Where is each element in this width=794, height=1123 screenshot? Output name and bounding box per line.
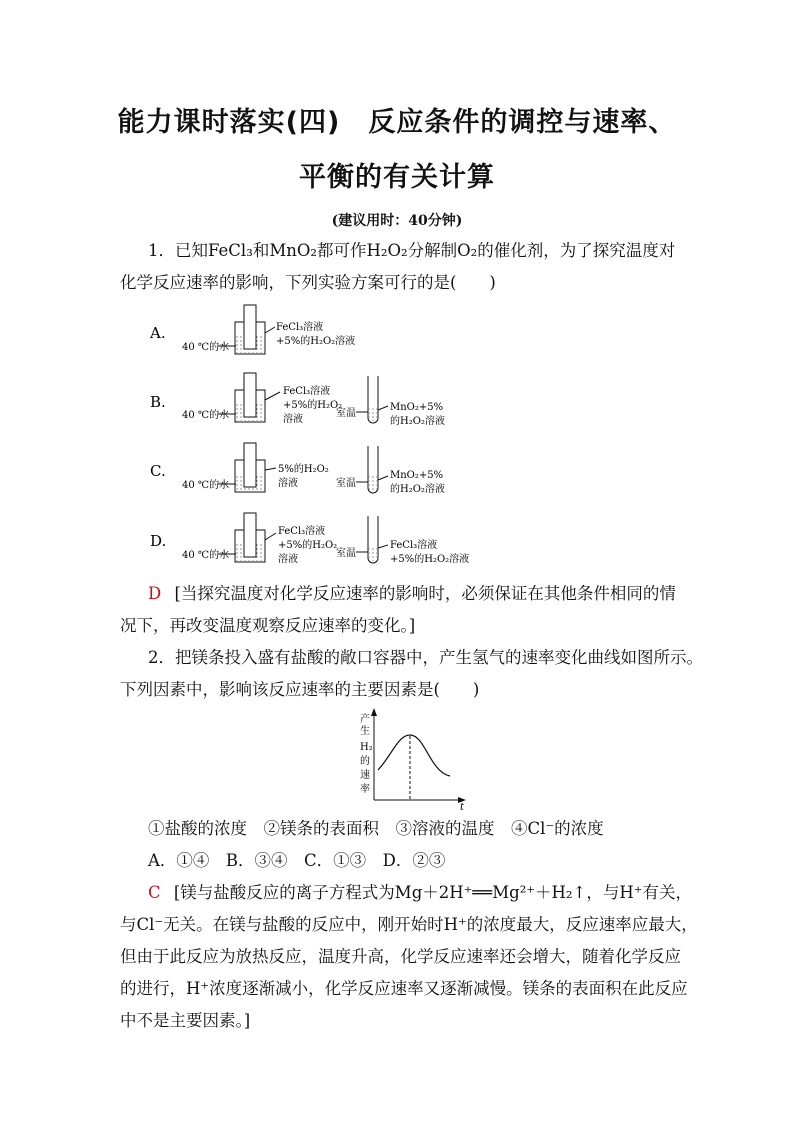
page-title-line1: 能力课时落实(四) 反应条件的调控与速率、 xyxy=(117,107,677,138)
option-a xyxy=(149,305,355,354)
q2-explanation-line5: 中不是主要因素。] xyxy=(120,1011,251,1030)
option-b-label-3: 溶液 xyxy=(283,414,303,425)
option-d-letter: D. xyxy=(150,532,167,550)
option-a-water-label: 40 ℃的水 xyxy=(182,342,230,353)
option-b-room: 室温 xyxy=(336,408,356,419)
option-c-letter: C. xyxy=(150,462,166,480)
option-d-label-1: FeCl₃溶液 xyxy=(278,526,326,537)
option-a-label-2: +5%的H₂O₂溶液 xyxy=(276,336,356,347)
option-c-tube-label-2: 的H₂O₂溶液 xyxy=(390,484,445,495)
option-c-room: 室温 xyxy=(336,478,356,489)
option-d-tube-label-1: FeCl₃溶液 xyxy=(390,540,438,551)
option-d-label-3: 溶液 xyxy=(278,554,298,565)
q2-choices: A．①④ B．③④ C．①③ D．②③ xyxy=(148,851,446,870)
option-d xyxy=(150,513,469,565)
option-a-label-1: FeCl₃溶液 xyxy=(276,322,324,333)
option-c xyxy=(150,443,445,495)
q1-answer xyxy=(148,583,676,605)
option-c-label-2: 溶液 xyxy=(278,478,298,489)
graph-ylabel-2: 生 xyxy=(360,726,370,737)
option-b-label-2: +5%的H₂O₂ xyxy=(283,400,343,411)
rate-curve-graph xyxy=(360,708,466,813)
graph-ylabel-6: 率 xyxy=(360,784,370,795)
graph-ylabel-5: 速 xyxy=(360,770,370,781)
option-b-label-1: FeCl₃溶液 xyxy=(283,386,331,397)
q2-answer xyxy=(148,882,692,904)
tube-in-beaker-a xyxy=(244,305,256,349)
q2-explanation-line3: 但由于此反应为放热反应，温度升高，化学反应速率还会增大，随着化学反应 xyxy=(120,947,681,966)
graph-ylabel-3: H₂ xyxy=(360,742,373,753)
option-b-water-label: 40 ℃的水 xyxy=(182,410,230,421)
graph-ylabel-1: 产 xyxy=(360,714,370,725)
graph-xlabel: t xyxy=(460,802,465,813)
option-a-letter: A. xyxy=(150,324,166,342)
q1-stem-line1: 1．已知FeCl₃和MnO₂都可作H₂O₂分解制O₂的催化剂，为了探究温度对 xyxy=(148,241,676,260)
q2-explanation-line1: [镁与盐酸反应的离子方程式为Mg＋2H⁺══Mg²⁺＋H₂↑，与H⁺有关， xyxy=(173,883,692,902)
option-b xyxy=(150,373,445,427)
q2-factors: ①盐酸的浓度 ②镁条的表面积 ③溶液的温度 ④Cl⁻的浓度 xyxy=(148,819,604,838)
q2-answer-letter: C xyxy=(148,883,161,902)
option-d-water-label: 40 ℃的水 xyxy=(182,550,230,561)
page-title-line2: 平衡的有关计算 xyxy=(299,162,495,193)
q2-stem-line2: 下列因素中，影响该反应速率的主要因素是( ) xyxy=(120,680,480,699)
q2-explanation-line2: 与Cl⁻无关。在镁与盐酸的反应中，刚开始时H⁺的浓度最大，反应速率应最大， xyxy=(120,915,698,934)
rate-curve xyxy=(378,735,450,776)
q2-explanation-line4: 的进行，H⁺浓度逐渐减小，化学反应速率又逐渐减慢。镁条的表面积在此反应 xyxy=(120,979,688,998)
option-c-water-label: 40 ℃的水 xyxy=(182,480,230,491)
q2-stem-line1: 2．把镁条投入盛有盐酸的敞口容器中，产生氢气的速率变化曲线如图所示。 xyxy=(148,648,703,667)
option-c-label-1: 5%的H₂O₂ xyxy=(278,464,329,475)
option-c-tube-label-1: MnO₂+5% xyxy=(390,470,444,481)
option-b-tube-label-1: MnO₂+5% xyxy=(390,402,444,413)
option-d-label-2: +5%的H₂O₂ xyxy=(278,540,338,551)
q1-explanation-line1: [当探究温度对化学反应速率的影响时，必须保证在其他条件相同的情 xyxy=(174,584,676,603)
option-b-tube-label-2: 的H₂O₂溶液 xyxy=(390,416,445,427)
q1-answer-letter: D xyxy=(148,584,162,603)
time-suggestion: (建议用时：40分钟) xyxy=(331,213,463,229)
q1-stem-line2: 化学反应速率的影响，下列实验方案可行的是( ) xyxy=(120,273,496,292)
q1-explanation-line2: 况下，再改变温度观察反应速率的变化。] xyxy=(120,616,416,635)
option-b-letter: B. xyxy=(150,393,166,411)
option-d-tube-label-2: +5%的H₂O₂溶液 xyxy=(390,554,470,565)
option-d-room: 室温 xyxy=(336,548,356,559)
graph-ylabel-4: 的 xyxy=(360,756,370,767)
